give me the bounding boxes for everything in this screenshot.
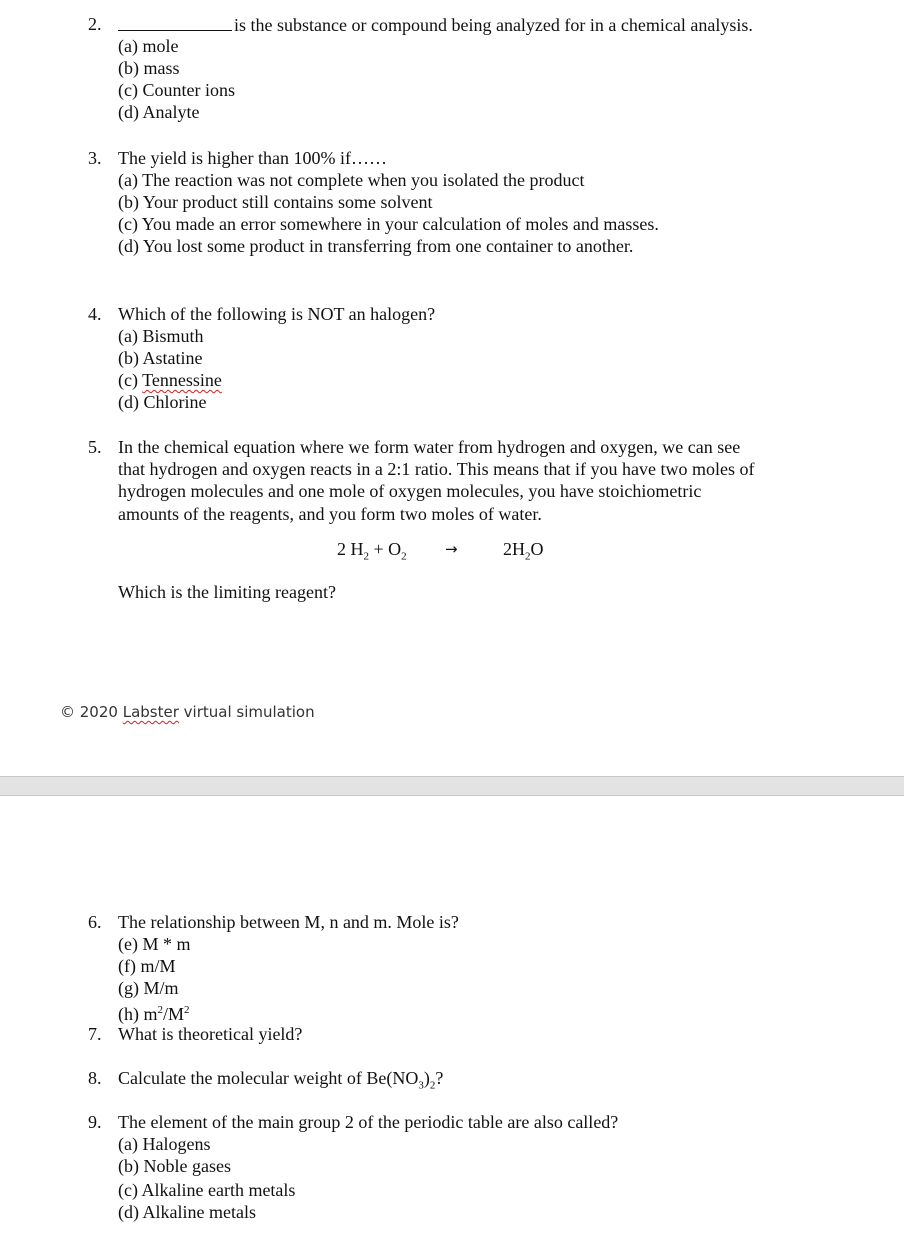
- eq-product-end: O: [530, 539, 544, 559]
- q4-option-d: (d) Chlorine: [118, 392, 207, 412]
- q5-number: 5.: [88, 437, 102, 457]
- q5-question: Which is the limiting reagent?: [118, 582, 336, 602]
- q2-blank: [118, 13, 232, 31]
- q2-option-b: (b) mass: [118, 58, 180, 78]
- q4-option-a: (a) Bismuth: [118, 326, 204, 346]
- q4-option-b: (b) Astatine: [118, 348, 203, 368]
- q9-stem: The element of the main group 2 of the periodic table are also called?: [118, 1112, 619, 1132]
- q5-line-3: hydrogen molecules and one mole of oxygen molecules, you have stoichiometric: [118, 481, 702, 501]
- q3-option-c: (c) You made an error somewhere in your calculation of moles and masses.: [118, 214, 659, 234]
- q3-option-a: (a) The reaction was not complete when you isolated the product: [118, 170, 585, 190]
- q6-h-prefix: (h) m: [118, 1004, 158, 1024]
- q5-equation-arrow: →: [445, 540, 458, 558]
- q2-option-d: (d) Analyte: [118, 102, 200, 122]
- q5-equation-product: [503, 538, 544, 568]
- q8-stem-prefix: Calculate the molecular weight of Be(NO: [118, 1068, 419, 1088]
- page-break-divider: [0, 776, 904, 796]
- q6-h-sup2: 2: [184, 1004, 190, 1016]
- eq-h2: 2 H: [337, 539, 364, 559]
- footer-brand: Labster: [122, 703, 179, 721]
- q6-h-mid: /M: [163, 1004, 185, 1024]
- eq-o2: + O: [369, 539, 402, 559]
- eq-product: 2H: [503, 539, 525, 559]
- eq-o2-sub: 2: [401, 550, 407, 563]
- q9-number: 9.: [88, 1112, 102, 1132]
- q6-option-f: (f) m/M: [118, 956, 176, 976]
- q3-option-d: (d) You lost some product in transferring from one container to another.: [118, 236, 634, 256]
- q6-option-h: [118, 999, 190, 1025]
- q6-option-e: (e) M * m: [118, 934, 191, 954]
- q8-sub1: 3: [418, 1079, 424, 1092]
- eq-h2-sub: 2: [363, 550, 369, 563]
- q3-option-b: (b) Your product still contains some solvent: [118, 192, 433, 212]
- q2-stem-text: is the substance or compound being analyzed for in a chemical analysis.: [234, 15, 753, 35]
- q9-option-c: (c) Alkaline earth metals: [118, 1180, 296, 1200]
- q9-option-b: (b) Noble gases: [118, 1156, 231, 1176]
- q3-stem: The yield is higher than 100% if……: [118, 148, 387, 168]
- q2-option-a: (a) mole: [118, 36, 179, 56]
- q6-stem: The relationship between M, n and m. Mole is?: [118, 912, 459, 932]
- q2-number: 2.: [88, 14, 102, 34]
- q2-stem: [118, 13, 753, 36]
- q5-line-1: In the chemical equation where we form water from hydrogen and oxygen, we can see: [118, 437, 741, 457]
- q4-option-c: [118, 369, 222, 391]
- q6-number: 6.: [88, 912, 102, 932]
- q6-option-g: (g) M/m: [118, 978, 179, 998]
- q4-number: 4.: [88, 304, 102, 324]
- q7-stem: What is theoretical yield?: [118, 1024, 303, 1044]
- q9-option-d: (d) Alkaline metals: [118, 1202, 256, 1222]
- q8-end: ?: [435, 1068, 444, 1088]
- copyright-footer: [60, 701, 315, 723]
- q8-sub2: 2: [429, 1079, 436, 1092]
- q8-number: 8.: [88, 1068, 102, 1088]
- q4-option-c-word: Tennessine: [142, 370, 222, 390]
- q5-line-4: amounts of the reagents, and you form two moles of water.: [118, 504, 542, 524]
- q4-stem: Which of the following is NOT an halogen?: [118, 304, 436, 324]
- q8-mid: ): [423, 1068, 430, 1088]
- q7-number: 7.: [88, 1024, 102, 1044]
- footer-prefix: © 2020: [60, 703, 123, 721]
- q4-option-c-label: (c): [118, 370, 143, 390]
- q9-option-a: (a) Halogens: [118, 1134, 211, 1154]
- eq-product-sub: 2: [525, 550, 531, 563]
- q6-h-sup1: 2: [157, 1004, 163, 1016]
- q2-option-c: (c) Counter ions: [118, 80, 235, 100]
- q8-stem: [118, 1067, 443, 1097]
- q5-line-2: that hydrogen and oxygen reacts in a 2:1 ratio. This means that if you have two moles of: [118, 459, 755, 479]
- footer-suffix: virtual simulation: [178, 703, 315, 721]
- q5-equation-reactants: [337, 538, 407, 568]
- q3-number: 3.: [88, 148, 102, 168]
